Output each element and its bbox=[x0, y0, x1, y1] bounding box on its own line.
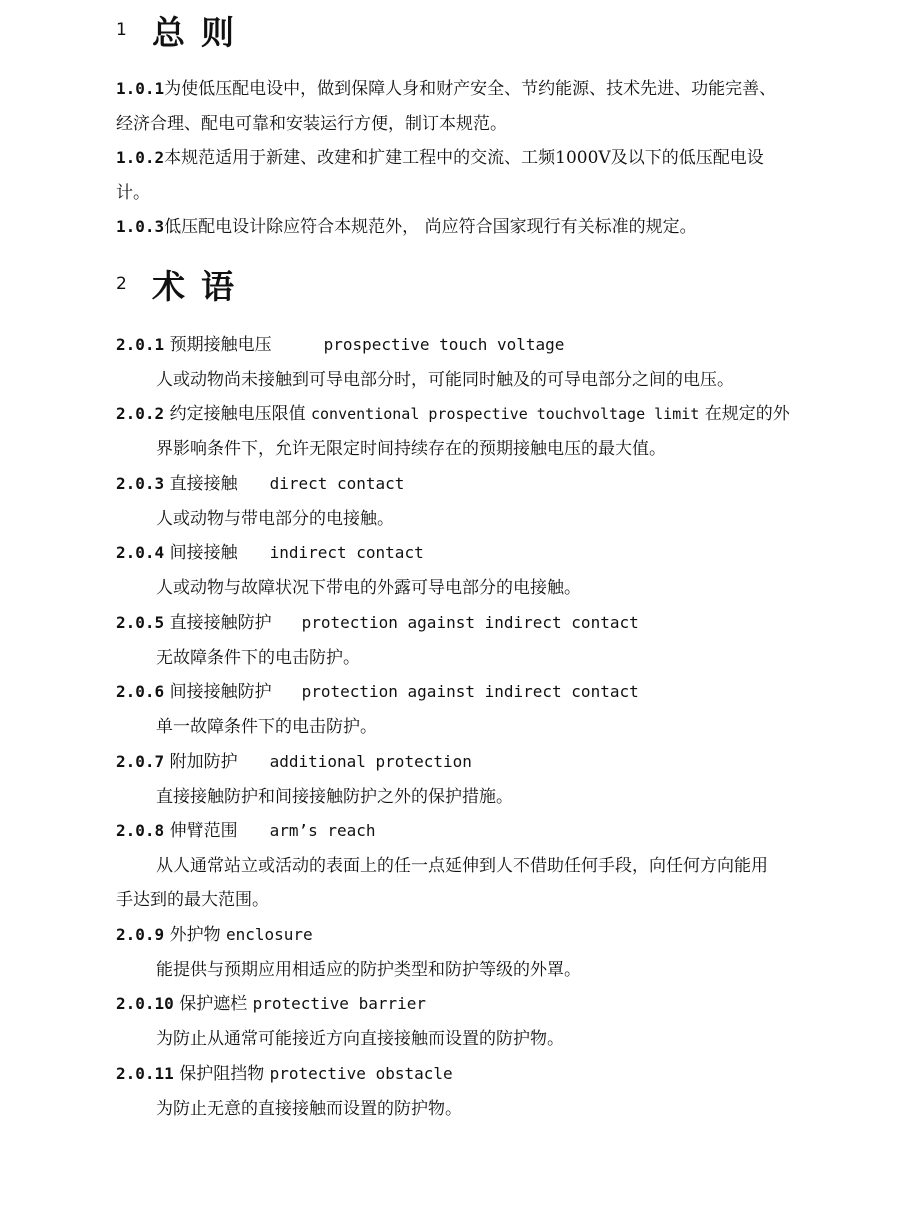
definition-text: 在规定的外 bbox=[704, 404, 790, 424]
term-chinese: 保护遮栏 bbox=[179, 994, 248, 1014]
term-2-0-6 bbox=[116, 679, 639, 705]
term-definition bbox=[156, 645, 360, 671]
clause-text: 计。 bbox=[116, 183, 150, 203]
term-chinese: 保护阻挡物 bbox=[179, 1064, 265, 1084]
clause-text: 经济合理、配电可靠和安装运行方便，制订本规范。 bbox=[116, 114, 507, 134]
definition-text: 手达到的最大范围。 bbox=[116, 890, 269, 910]
term-2-0-5 bbox=[116, 610, 639, 636]
term-number: 2.0.8 bbox=[116, 821, 165, 840]
term-english: indirect contact bbox=[269, 543, 424, 562]
term-chinese: 附加防护 bbox=[169, 752, 238, 772]
term-chinese: 预期接触电压 bbox=[169, 335, 272, 355]
term-definition bbox=[156, 367, 734, 393]
term-english: enclosure bbox=[225, 925, 313, 944]
term-english: prospective touch voltage bbox=[323, 335, 565, 354]
term-definition bbox=[156, 853, 768, 879]
definition-text: 界影响条件下，允许无限定时间持续存在的预期接触电压的最大值。 bbox=[156, 439, 666, 459]
term-definition bbox=[156, 957, 581, 983]
definition-text: 人或动物与故障状况下带电的外露可导电部分的电接触。 bbox=[156, 578, 581, 598]
clause-1-0-3 bbox=[116, 214, 697, 240]
term-english: direct contact bbox=[269, 474, 405, 493]
term-chinese: 约定接触电压限值 bbox=[169, 404, 306, 424]
term-english: arm’s reach bbox=[269, 821, 376, 840]
definition-text: 无故障条件下的电击防护。 bbox=[156, 648, 360, 668]
term-number: 2.0.6 bbox=[116, 682, 165, 701]
definition-text: 为防止无意的直接接触而设置的防护物。 bbox=[156, 1099, 462, 1119]
term-chinese: 直接接触 bbox=[169, 474, 238, 494]
term-2-0-1 bbox=[116, 332, 564, 358]
term-chinese: 外护物 bbox=[169, 925, 221, 945]
term-english: protection against indirect contact bbox=[301, 682, 639, 701]
clause-1-0-2-continued bbox=[116, 180, 150, 206]
definition-text: 能提供与预期应用相适应的防护类型和防护等级的外罩。 bbox=[156, 960, 581, 980]
clause-1-0-1-continued bbox=[116, 111, 507, 137]
definition-text: 为防止从通常可能接近方向直接接触而设置的防护物。 bbox=[156, 1029, 564, 1049]
clause-1-0-1 bbox=[116, 76, 776, 102]
term-2-0-9 bbox=[116, 922, 313, 948]
term-2-0-7 bbox=[116, 749, 472, 775]
term-2-0-4 bbox=[116, 540, 424, 566]
clause-number: 1.0.2 bbox=[116, 148, 165, 167]
term-definition bbox=[156, 784, 513, 810]
clause-number: 1.0.3 bbox=[116, 217, 165, 236]
section-1-heading bbox=[116, 10, 250, 50]
term-definition-continued bbox=[116, 887, 269, 913]
definition-text: 单一故障条件下的电击防护。 bbox=[156, 717, 377, 737]
section-number: 2 bbox=[116, 274, 127, 294]
clause-text: 低压配电设计除应符合本规范外， 尚应符合国家现行有关标准的规定。 bbox=[164, 217, 697, 237]
term-number: 2.0.7 bbox=[116, 752, 165, 771]
term-number: 2.0.4 bbox=[116, 543, 165, 562]
clause-number: 1.0.1 bbox=[116, 79, 165, 98]
term-2-0-11 bbox=[116, 1061, 453, 1087]
term-chinese: 间接接触 bbox=[169, 543, 238, 563]
section-title: 术语 bbox=[152, 266, 250, 306]
term-definition bbox=[156, 1096, 462, 1122]
term-number: 2.0.5 bbox=[116, 613, 165, 632]
section-2-heading bbox=[116, 264, 250, 304]
term-definition bbox=[156, 1026, 564, 1052]
section-number: 1 bbox=[116, 20, 127, 40]
term-number: 2.0.2 bbox=[116, 404, 165, 423]
term-english: protection against indirect contact bbox=[301, 613, 639, 632]
term-chinese: 间接接触防护 bbox=[169, 682, 272, 702]
term-number: 2.0.11 bbox=[116, 1064, 174, 1083]
term-english: additional protection bbox=[269, 752, 472, 771]
term-number: 2.0.10 bbox=[116, 994, 174, 1013]
term-chinese: 直接接触防护 bbox=[169, 613, 272, 633]
term-2-0-8 bbox=[116, 818, 376, 844]
term-number: 2.0.9 bbox=[116, 925, 165, 944]
clause-1-0-2 bbox=[116, 145, 764, 171]
clause-text: 为使低压配电设中，做到保障人身和财产安全、节约能源、技术先进、功能完善、 bbox=[164, 79, 777, 99]
term-definition bbox=[156, 575, 581, 601]
term-english: protective barrier bbox=[252, 994, 426, 1013]
term-definition bbox=[156, 506, 394, 532]
definition-text: 人或动物与带电部分的电接触。 bbox=[156, 509, 394, 529]
clause-text: 本规范适用于新建、改建和扩建工程中的交流、工频1000V及以下的低压配电设 bbox=[164, 148, 764, 168]
term-number: 2.0.3 bbox=[116, 474, 165, 493]
definition-text: 直接接触防护和间接接触防护之外的保护措施。 bbox=[156, 787, 513, 807]
term-english: protective obstacle bbox=[269, 1064, 453, 1083]
term-definition bbox=[156, 714, 377, 740]
term-2-0-10 bbox=[116, 991, 426, 1017]
term-number: 2.0.1 bbox=[116, 335, 165, 354]
term-english: conventional prospective touchvoltage limit bbox=[310, 405, 700, 423]
definition-text: 人或动物尚未接触到可导电部分时，可能同时触及的可导电部分之间的电压。 bbox=[156, 370, 734, 390]
definition-text: 从人通常站立或活动的表面上的任一点延伸到人不借助任何手段，向任何方向能用 bbox=[156, 856, 768, 876]
term-chinese: 伸臂范围 bbox=[169, 821, 238, 841]
term-2-0-2 bbox=[116, 401, 790, 427]
term-2-0-3 bbox=[116, 471, 404, 497]
term-definition bbox=[156, 436, 666, 462]
section-title: 总则 bbox=[152, 12, 250, 52]
